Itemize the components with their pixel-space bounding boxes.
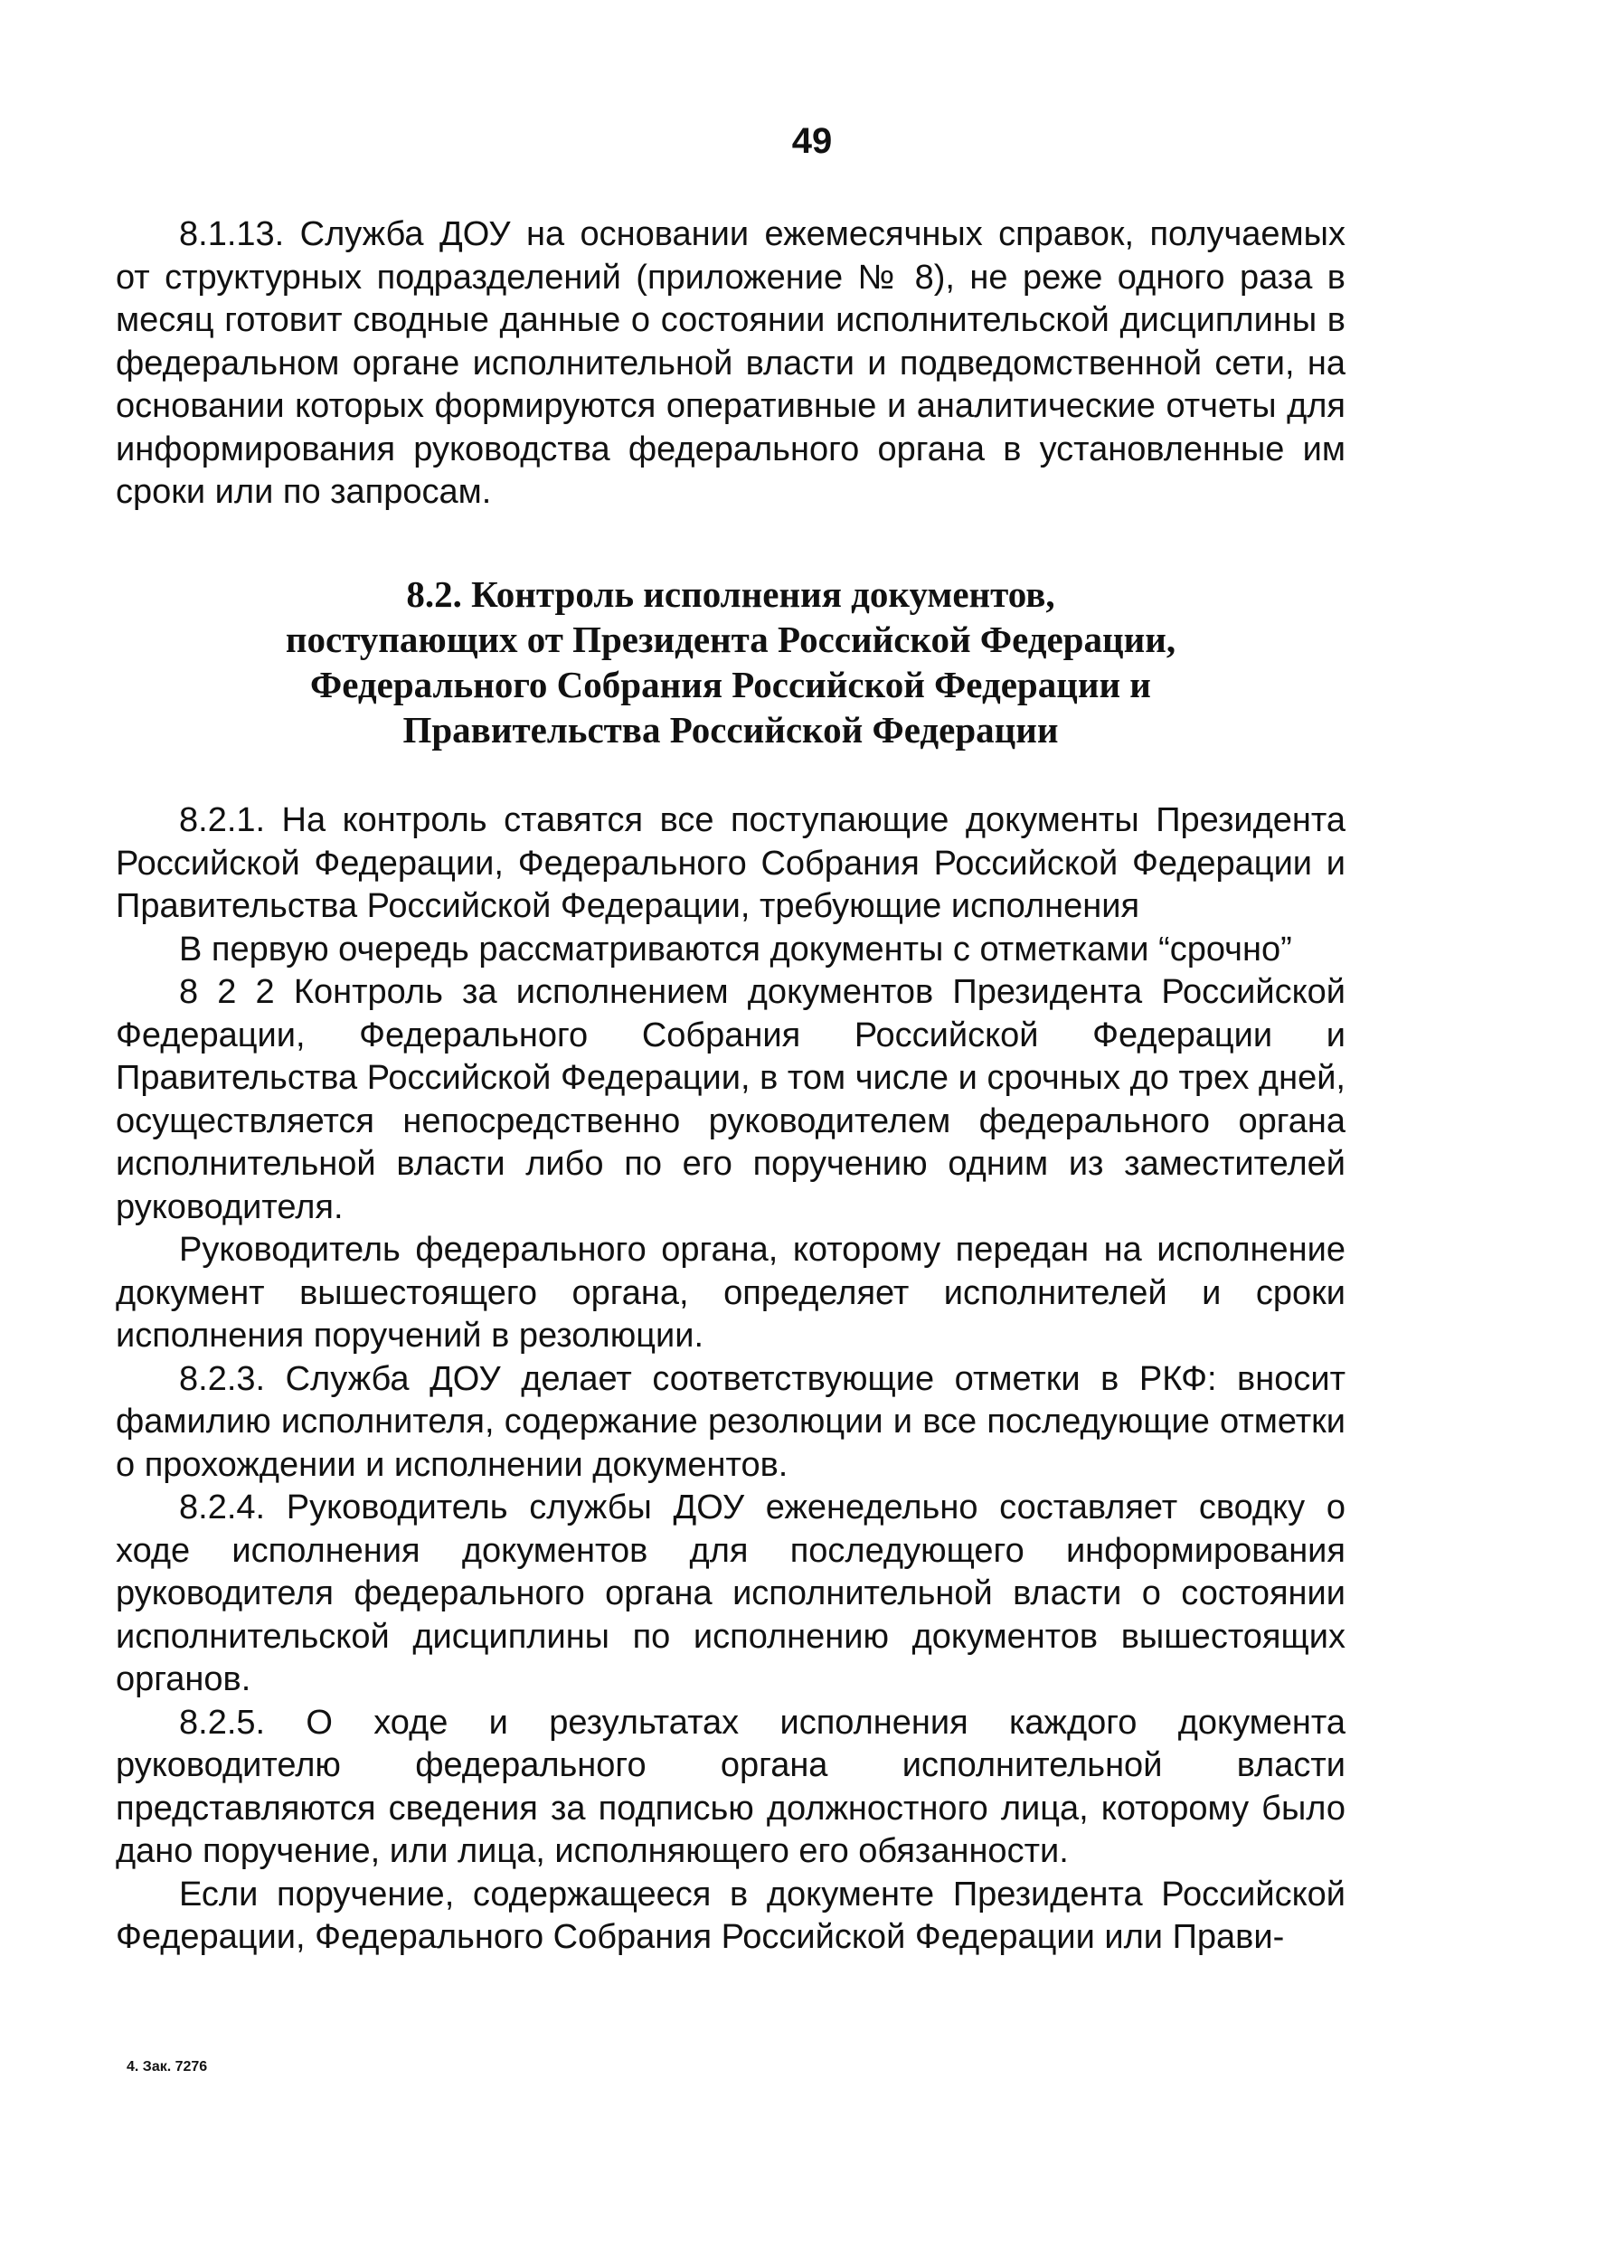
paragraph-block-8-1-13 <box>116 213 1345 515</box>
page-number: 49 <box>791 121 833 161</box>
section-heading-8-2 <box>116 572 1345 752</box>
paragraph-urgent-note: В первую очередь рассматриваются документы с отметками “срочно” <box>179 930 1292 969</box>
heading-line: поступающих от Президента Российской Федерации, <box>285 619 1176 660</box>
paragraph-8-1-13: 8.1.13. Служба ДОУ на основании ежемесячных справок, получаемых от структурных подразделений (приложение № 8), не реже одного раза в месяц готовит сводные данные о состоянии исполнительской дисциплины в федеральном органе исполнительной власти и подведомственной сети, на основании которых формируются оперативные и аналитические отчеты для информирования руководства федерального органа в установленные им сроки или по запросам. <box>116 215 1345 511</box>
paragraph-continuation: Если поручение, содержащееся в документе Президента Российской Федерации, Федерального Собрания Российской Федерации или Прави- <box>116 1875 1345 1956</box>
paragraph-8-2-1: 8.2.1. На контроль ставятся все поступающие документы Президента Российской Федерации, Федерального Собрания Российской Федерации и Правительства Российской Федерации, требующие исполнения <box>116 801 1345 925</box>
heading-line: Правительства Российской Федерации <box>402 709 1059 751</box>
heading-line: 8.2. Контроль исполнения документов, <box>406 573 1055 615</box>
paragraph-8-2-2: 8 2 2 Контроль за исполнением документов Президента Российской Федерации, Федерального Собрания Российской Федерации и Правительства Российской Федерации, в том числе и срочных до трех дней, осуществляется непосредственно руководителем федерального органа исполнительной власти либо по его поручению одним из заместителей руководителя. <box>116 973 1345 1226</box>
paragraph-8-2-3: 8.2.3. Служба ДОУ делает соответствующие отметки в РКФ: вносит фамилию исполнителя, содержание резолюции и все последующие отметки о прохождении и исполнении документов. <box>116 1359 1345 1484</box>
paragraph-8-2-5: 8.2.5. О ходе и результатах исполнения каждого документа руководителю федерального органа исполнительной власти представляются сведения за подписью должностного лица, которому было дано поручение, или лица, исполняющего его обязанности. <box>116 1703 1345 1870</box>
printer-signature: 4. Зак. 7276 <box>127 2059 208 2074</box>
paragraph-head-responsibility: Руководитель федерального органа, которому передан на исполнение документ вышестоящего органа, определяет исполнителей и сроки исполнения поручений в резолюции. <box>116 1231 1345 1355</box>
section-8-2-body <box>116 799 1345 1960</box>
paragraph-8-2-4: 8.2.4. Руководитель службы ДОУ еженедельно составляет сводку о ходе исполнения документов для последующего информирования руководителя федерального органа исполнительной власти о состоянии исполнительской дисциплины по исполнению документов вышестоящих органов. <box>116 1488 1345 1698</box>
heading-line: Федерального Собрания Российской Федерации и <box>310 664 1151 705</box>
